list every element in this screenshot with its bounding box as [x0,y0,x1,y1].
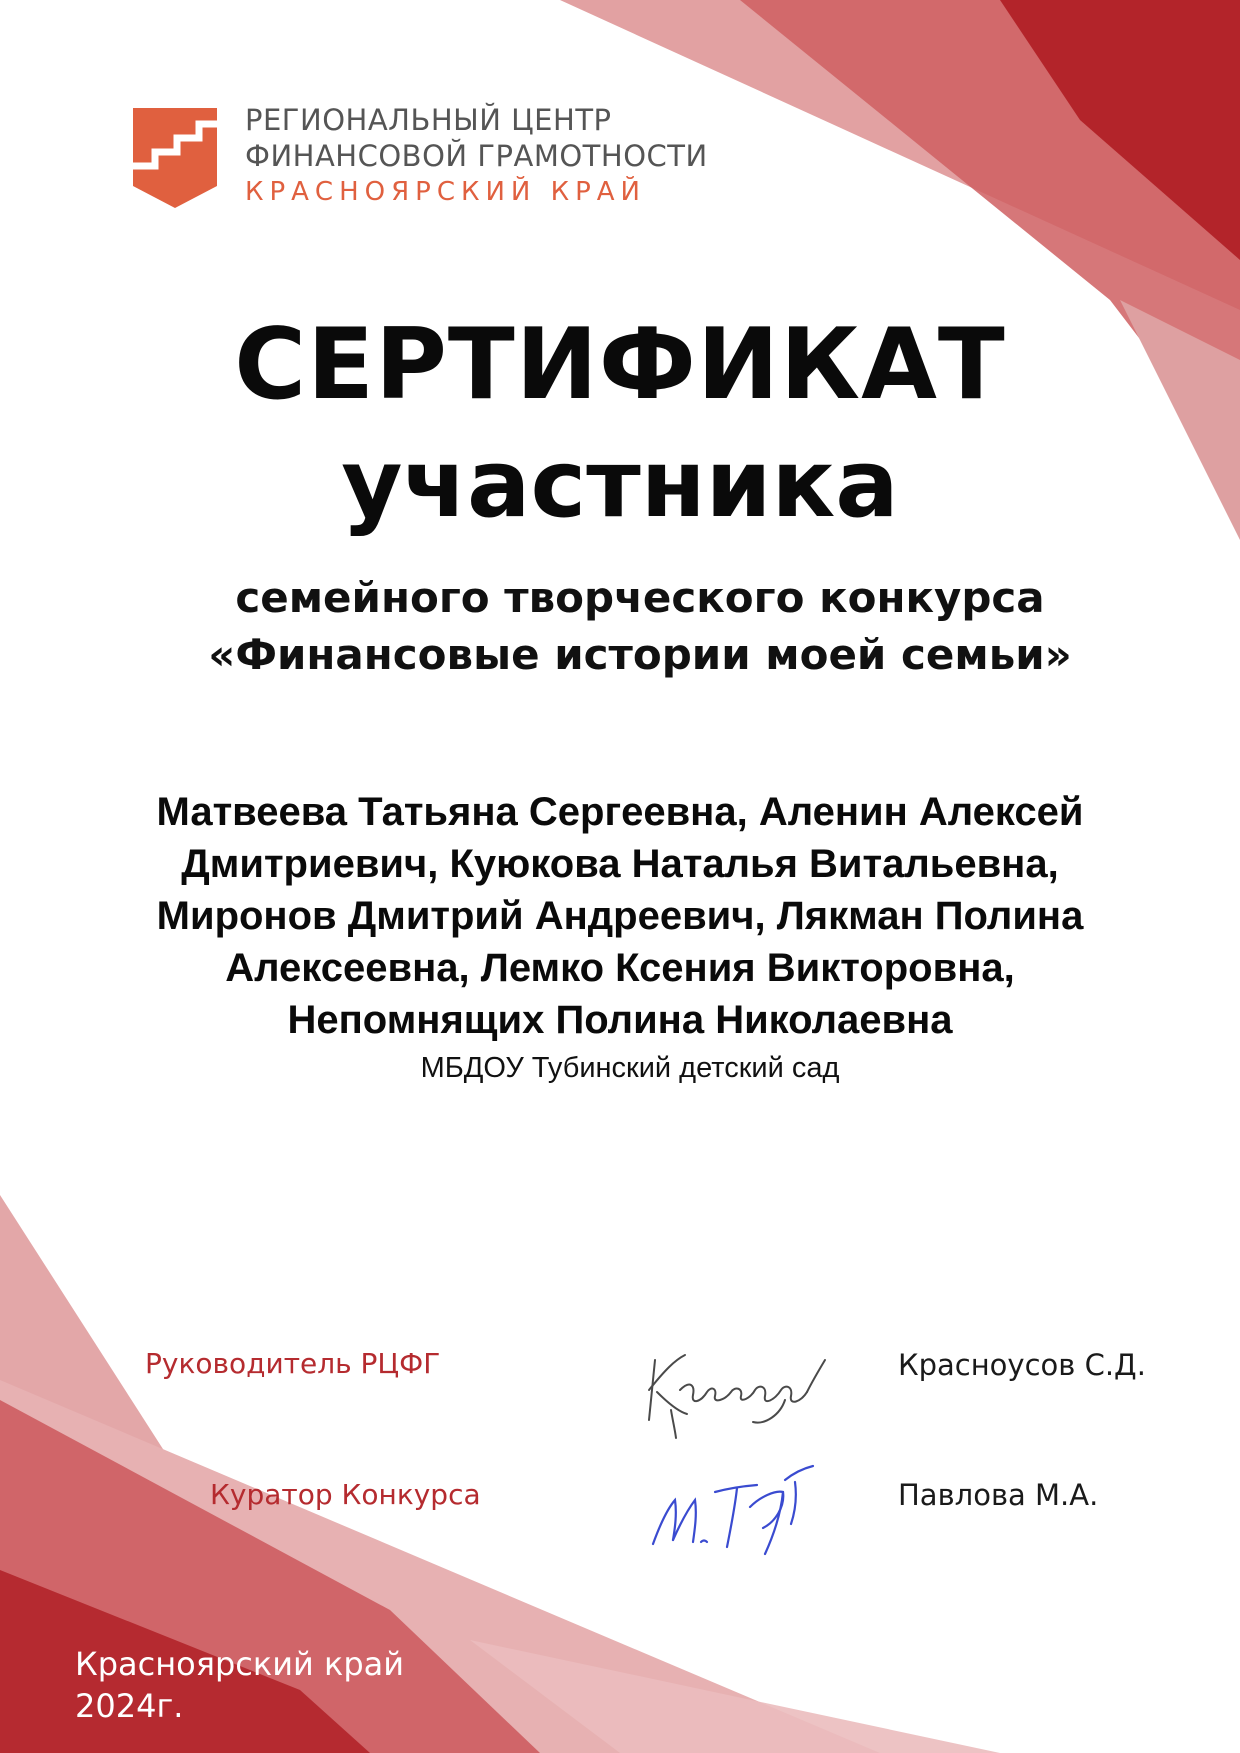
certificate-title: СЕРТИФИКАТ [234,308,1006,422]
footer [75,1643,404,1727]
participant-line: Миронов Дмитрий Андреевич, Лякман Полина [156,894,1084,938]
contest-line1: семейного творческого конкурса [235,573,1045,622]
curator-name: Павлова М.А. [898,1478,1099,1512]
contest-line2: «Финансовые истории моей семьи» [208,630,1072,679]
participant-line: Непомнящих Полина Николаевна [287,998,953,1042]
participant-names [95,786,1145,1046]
contest-name [120,569,1160,683]
logo-line1: РЕГИОНАЛЬНЫЙ ЦЕНТР [245,103,612,137]
head-signature [635,1330,835,1440]
organization: МБДОУ Тубинский детский сад [420,1052,840,1084]
logo-text [245,102,708,210]
curator-role: Куратор Конкурса [210,1478,481,1511]
certificate-subtitle: участника [341,430,899,539]
logo-line2: ФИНАНСОВОЙ ГРАМОТНОСТИ [245,139,708,173]
staircase-shield-icon [133,108,217,208]
participant-line: Дмитриевич, Куюкова Наталья Витальевна, [181,842,1059,886]
footer-year: 2024г. [75,1687,184,1725]
participant-line: Матвеева Татьяна Сергеевна, Аленин Алексей [156,790,1084,834]
head-role: Руководитель РЦФГ [145,1347,441,1380]
footer-region: Красноярский край [75,1645,405,1683]
participant-line: Алексеевна, Лемко Ксения Викторовна, [225,946,1015,990]
head-name: Красноусов С.Д. [898,1348,1146,1382]
logo-line3: КРАСНОЯРСКИЙ КРАЙ [245,177,646,207]
curator-signature [645,1452,820,1562]
